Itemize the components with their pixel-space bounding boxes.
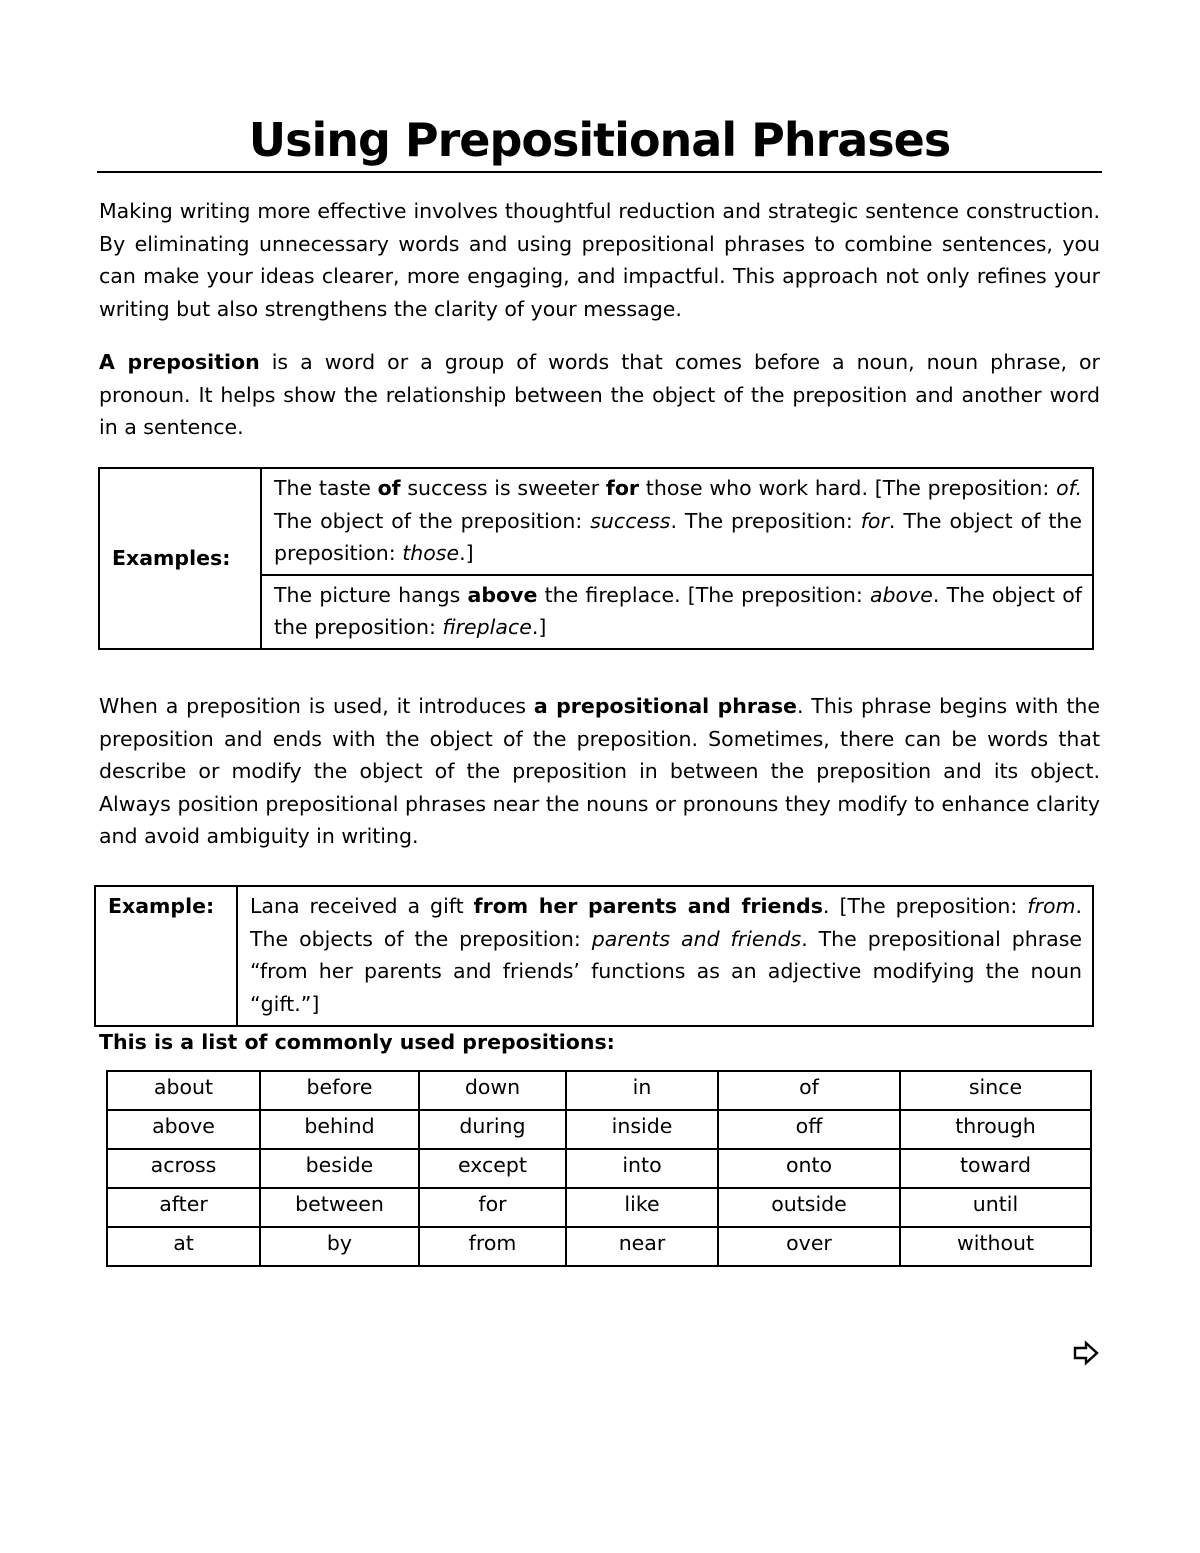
preposition-cell: inside [566,1110,718,1149]
examples-label: Examples: [99,468,261,649]
example-preposition: above [467,582,538,607]
phrase-text: When a preposition is used, it introduces [99,694,534,718]
example-text: .] [459,541,474,565]
example-text: . The object of the preposition: [274,582,1082,639]
preposition-cell: except [419,1149,566,1188]
example-italic: fireplace [442,615,532,639]
example-text: success is sweeter [400,476,606,500]
table-row [95,886,1093,1026]
table-row [107,1149,1091,1188]
preposition-cell: down [419,1071,566,1110]
preposition-cell: from [419,1227,566,1266]
preposition-cell: of [718,1071,900,1110]
preposition-cell: off [718,1110,900,1149]
example-text: . The preposition: [670,508,861,533]
preposition-cell: above [107,1110,260,1149]
example-text: The object of the preposition: [274,508,591,533]
example-phrase: from her parents and friends [473,894,823,918]
intro-paragraph: Making writing more effective involves thoughtful reduction and strategic sentence construction. By eliminating unnecessary words and using prepositional phrases to combine sentences, you can make your ideas clearer, more engaging, and impactful. This approach not only refines your writing but also strengthens the clarity of your message. [99,199,1100,321]
preposition-cell: by [260,1227,419,1266]
example-text: . [The preposition: [822,894,1028,918]
preposition-cell: between [260,1188,419,1227]
preposition-cell: toward [900,1149,1091,1188]
title-underline [97,171,1102,173]
example-preposition: of [377,476,401,500]
example-text: . The objects of the preposition: [250,894,1082,951]
example-italic: success [590,508,671,533]
preposition-cell: before [260,1071,419,1110]
table-row [107,1227,1091,1266]
phrase-term: a prepositional phrase [533,694,797,718]
preposition-cell: near [566,1227,718,1266]
preposition-cell: through [900,1110,1091,1149]
example-3 [237,886,1093,1026]
example-italic: parents and friends [591,926,802,951]
example-text: . The object of the preposition: [274,508,1082,565]
list-heading: This is a list of commonly used prepositions: [99,1030,615,1054]
preposition-cell: after [107,1188,260,1227]
preposition-cell: beside [260,1149,419,1188]
example-italic: for [860,508,889,533]
example-text: The taste [274,476,378,500]
definition-term: A preposition [99,350,260,374]
example-text: . The prepositional phrase “from her parents and friends’ functions as an adjective modifying the noun “gift.”] [250,926,1083,1016]
example-italic: those [402,541,460,565]
phrase-paragraph [99,690,1100,853]
example-text: Lana received a gift [250,894,474,918]
example-table [94,885,1094,1027]
page-title: Using Prepositional Phrases [248,113,951,167]
preposition-cell: outside [718,1188,900,1227]
arrow-right-outline-icon [1068,1338,1102,1368]
example-italic: above [869,582,933,607]
examples-table [98,467,1094,650]
preposition-cell: like [566,1188,718,1227]
example-italic: from [1027,894,1076,918]
preposition-cell: in [566,1071,718,1110]
example-text: .] [531,615,547,639]
preposition-cell: over [718,1227,900,1266]
example-2 [261,575,1093,649]
preposition-cell: during [419,1110,566,1149]
preposition-cell: until [900,1188,1091,1227]
preposition-cell: since [900,1071,1091,1110]
prepositions-table [106,1070,1092,1267]
table-row [107,1188,1091,1227]
definition-text: is a word or a group of words that comes before a noun, noun phrase, or pronoun. It helps show the relationship between the object of the preposition and another word in a sentence. [99,350,1100,439]
preposition-cell: onto [718,1149,900,1188]
example-text: those who work hard. [The preposition: [639,476,1057,500]
example-label: Example: [95,886,237,1026]
preposition-cell: behind [260,1110,419,1149]
preposition-cell: into [566,1149,718,1188]
example-text: The picture hangs [274,582,468,607]
table-row [99,468,1093,575]
preposition-cell: without [900,1227,1091,1266]
preposition-cell: across [107,1149,260,1188]
example-preposition: for [605,476,640,500]
table-row [107,1110,1091,1149]
preposition-cell: for [419,1188,566,1227]
table-row [107,1071,1091,1110]
example-text: the fireplace. [The preposition: [537,582,870,607]
preposition-cell: about [107,1071,260,1110]
example-italic: of. [1056,476,1082,500]
definition-paragraph [99,346,1100,444]
phrase-text: . This phrase begins with the preposition and ends with the object of the preposition. Sometimes, there can be words that describe or modify the object of the preposition in between the preposition and its object. Always position prepositional phrases near the nouns or pronouns they modify to enhance clarity and avoid ambiguity in writing. [99,694,1100,848]
example-1 [261,468,1093,575]
preposition-cell: at [107,1227,260,1266]
